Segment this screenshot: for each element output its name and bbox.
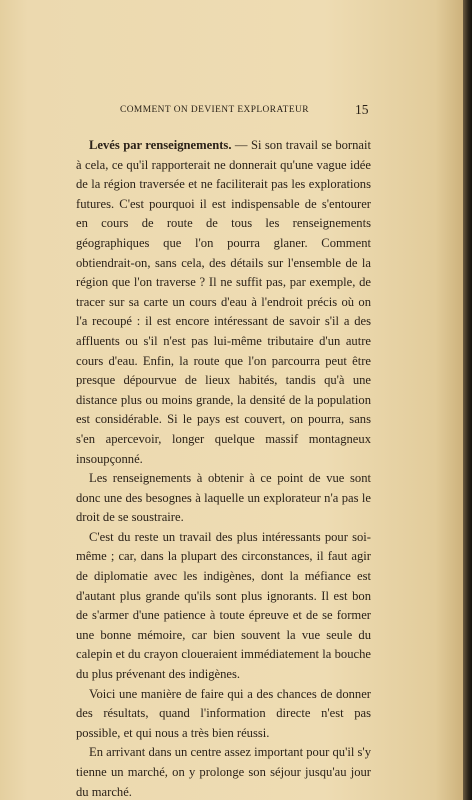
- running-title: COMMENT ON DEVIENT EXPLORATEUR: [120, 105, 309, 115]
- body-text: [76, 136, 371, 800]
- section-heading: Levés par renseignements.: [89, 138, 232, 152]
- paragraph-text: — Si son travail se bornait à cela, ce qu'il rapporterait ne donnerait qu'une vague idée de la région traversée et ne faciliterait pas les explorations futures. C'est pourquoi il est indispensable de s'entourer en cours de route de tous les renseignements géographiques que l'on pourra glaner. Comment obtiendrait-on, sans cela, des détails sur l'ensemble de la région que l'on traverse ? Il ne suffit pas, par exemple, de tracer sur sa carte un cours d'eau à l'endroit précis où on l'a recoupé : il est encore intéressant de savoir s'il a des affluents ou s'il n'est pas lui-même tributaire d'un autre cours d'eau. Enfin, la route que l'on parcourra peut être presque dépourvue de lieux habités, tandis qu'à une distance plus ou moins grande, la densité de la population est considérable. Si le pays est couvert, on pourra, sans s'en apercevoir, longer quelque massif montagneux insoupçonné.: [76, 138, 372, 466]
- paragraph: En arrivant dans un centre assez important pour qu'il s'y tienne un marché, on y prolonge son séjour jusqu'au jour du marché.: [76, 745, 371, 799]
- paragraph: [76, 136, 371, 469]
- page-header: [0, 104, 463, 122]
- paragraph: Les renseignements à obtenir à ce point de vue sont donc une des besognes à laquelle un explorateur n'a pas le droit de se soustraire.: [76, 471, 371, 525]
- paragraph: Voici une manière de faire qui a des chances de donner des résultats, quand l'information directe n'est pas possible, et qui nous a très bien réussi.: [76, 686, 371, 740]
- page-number: 15: [355, 102, 369, 117]
- paragraph: C'est du reste un travail des plus intéressants pour soi-même ; car, dans la plupart des circonstances, il faut agir de diplomatie avec les indigènes, dont la méfiance est d'autant plus grande qu'ils sont plus ignorants. Il est bon de s'armer d'une patience à toute épreuve et de se former une bonne mémoire, car bien souvent la vue seule du calepin et du crayon cloueraient immédiatement la bouche du plus prévenant des indigènes.: [76, 529, 371, 682]
- page-edge-shadow: [463, 0, 472, 800]
